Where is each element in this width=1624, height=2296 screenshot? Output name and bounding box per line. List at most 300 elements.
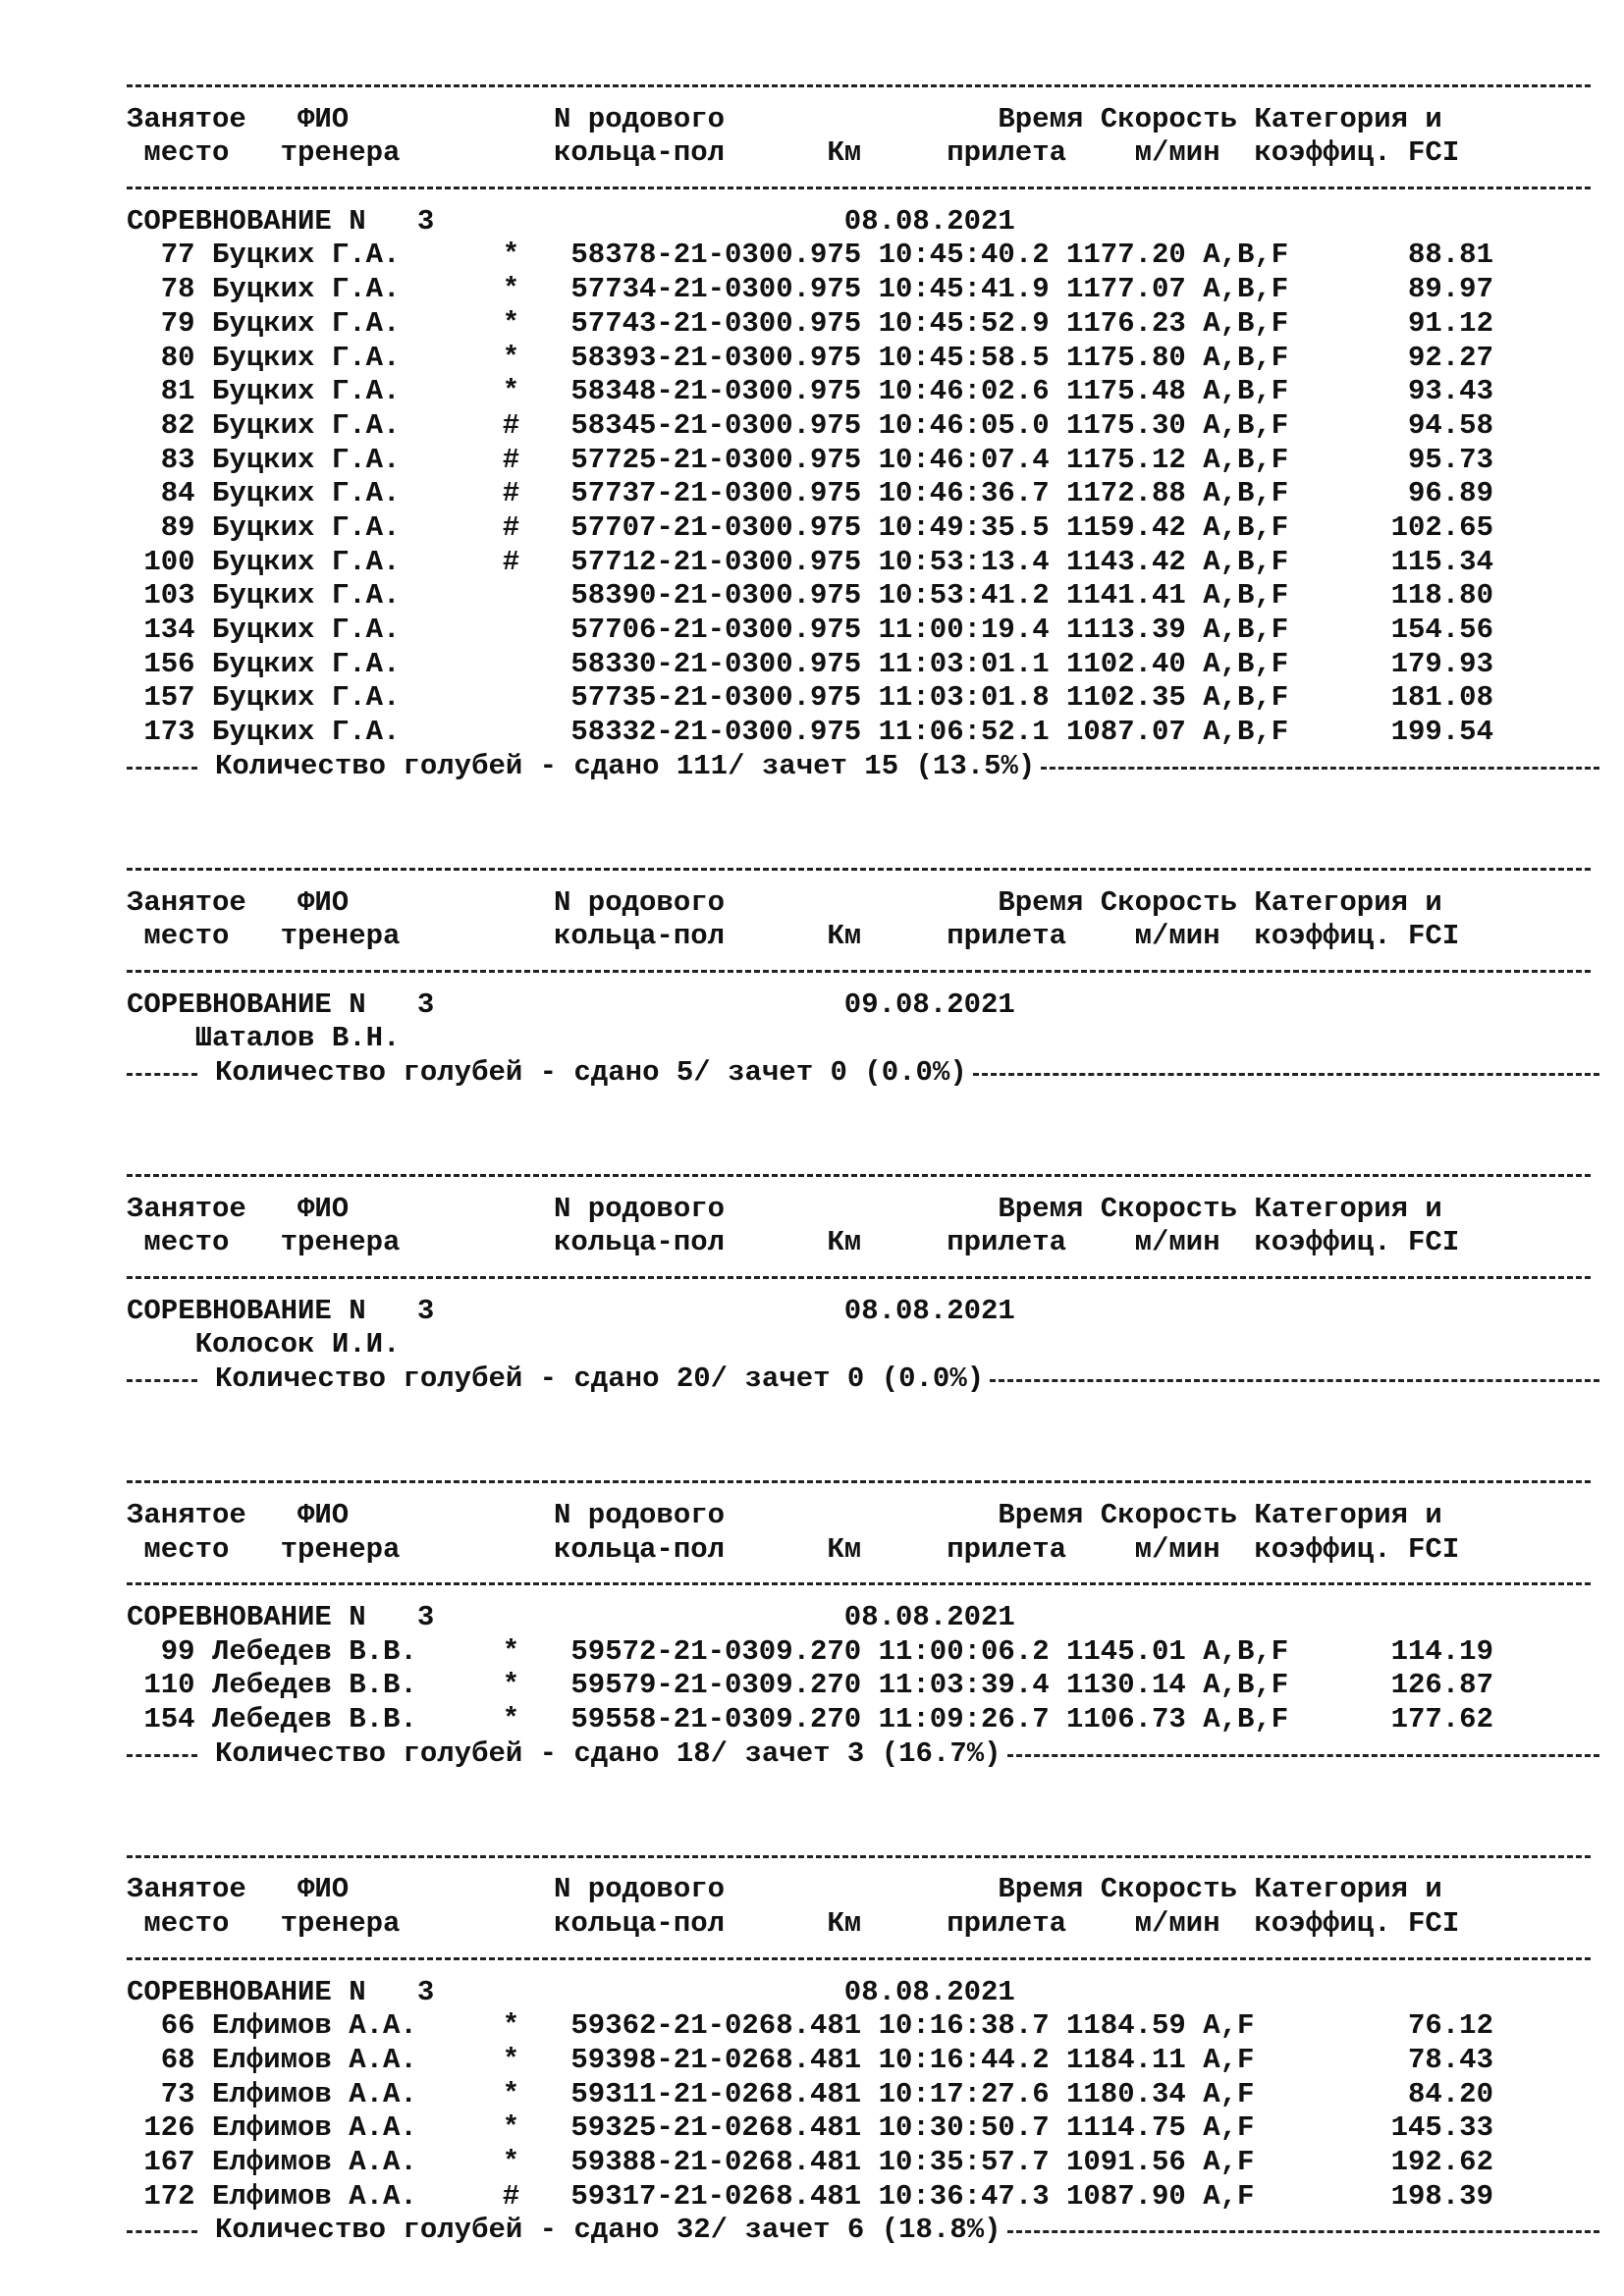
result-time: 10:53:13.4 (878, 545, 1050, 578)
result-category: A,F (1203, 2145, 1255, 2178)
result-speed: 1159.42 (1066, 510, 1186, 544)
result-coefficient: 118.80 (1390, 579, 1493, 613)
result-km: 300.975 (741, 647, 862, 680)
competition-title: СОРЕВНОВАНИЕ N 3 (127, 1294, 435, 1327)
header-place: Занятое (127, 1192, 246, 1225)
result-row (127, 239, 1599, 273)
result-place: 80 (160, 341, 195, 374)
summary-lead-dashes (127, 1754, 197, 1757)
result-coefficient: 145.33 (1390, 2111, 1493, 2145)
result-ring: 58348-21-0 (570, 375, 742, 408)
result-ring: 57734-21-0 (570, 273, 742, 306)
result-mark: # (502, 443, 520, 476)
result-km: 300.975 (741, 341, 862, 374)
result-speed: 1172.88 (1066, 477, 1186, 510)
header-cat: коэффиц. FCI (1254, 1226, 1460, 1259)
header-km: Км (827, 136, 862, 170)
column-header-row-2 (127, 136, 1599, 171)
result-time: 11:00:19.4 (878, 614, 1050, 646)
result-km: 309.270 (741, 1634, 862, 1668)
result-row (127, 648, 1599, 682)
result-row (127, 477, 1599, 511)
result-km: 300.975 (741, 408, 862, 442)
result-km: 309.270 (741, 1669, 862, 1702)
result-mark: # (502, 2179, 520, 2213)
result-speed: 1177.07 (1066, 273, 1186, 306)
result-km: 300.975 (741, 375, 862, 408)
result-ring: 57707-21-0 (570, 510, 742, 544)
header-bottom-rule (127, 1942, 1599, 1976)
result-category: A,F (1203, 2077, 1255, 2110)
dashed-rule (127, 1855, 1591, 1858)
result-speed: 1175.48 (1066, 375, 1186, 408)
summary-trail-dashes (1041, 767, 1599, 770)
result-row (127, 444, 1599, 478)
result-mark: * (502, 306, 520, 340)
result-row (127, 681, 1599, 716)
result-mark: * (502, 2043, 520, 2076)
result-mark: * (502, 2077, 520, 2110)
result-trainer: Буцких Г.А. (212, 341, 401, 374)
result-trainer: Елфимов А.А. (212, 2111, 417, 2145)
header-name: тренера (280, 136, 401, 170)
header-bottom-rule (127, 954, 1599, 988)
result-mark: # (502, 510, 520, 544)
header-km: Км (827, 1226, 862, 1259)
result-category: A,B,F (1203, 647, 1289, 680)
result-mark: * (502, 1669, 520, 1702)
column-header-row-1 (127, 886, 1599, 921)
result-ring: 57706-21-0 (570, 614, 742, 646)
result-coefficient: 115.34 (1390, 545, 1493, 578)
result-km: 268.481 (741, 2111, 862, 2145)
result-category: A,B,F (1203, 239, 1289, 272)
result-mark: # (502, 477, 520, 510)
result-speed: 1087.07 (1066, 716, 1186, 749)
result-time: 10:45:58.5 (878, 341, 1050, 374)
competition-title: СОРЕВНОВАНИЕ N 3 (127, 204, 435, 238)
summary-lead-dashes (127, 2230, 197, 2233)
header-speed: Скорость (1100, 1192, 1238, 1225)
header-name: ФИО (298, 102, 350, 135)
result-trainer: Лебедев В.В. (212, 1669, 417, 1702)
result-row (127, 511, 1599, 546)
result-km: 300.975 (741, 477, 862, 510)
result-ring: 58345-21-0 (570, 408, 742, 442)
result-coefficient: 114.19 (1390, 1634, 1493, 1668)
result-row (127, 1703, 1599, 1737)
dashed-rule (127, 868, 1591, 871)
header-km: Км (827, 920, 862, 953)
result-row (127, 273, 1599, 307)
header-speed: м/мин (1134, 1907, 1220, 1941)
competition-line (127, 1295, 1599, 1329)
blank-line (127, 1397, 1599, 1431)
column-header-row-2 (127, 1226, 1599, 1260)
header-top-rule (127, 852, 1599, 886)
result-category: A,B,F (1203, 579, 1289, 613)
summary-lead-dashes (127, 1379, 197, 1382)
result-category: A,B,F (1203, 510, 1289, 544)
summary-line (127, 2214, 1599, 2248)
result-trainer: Буцких Г.А. (212, 443, 401, 476)
header-time: прилета (947, 1226, 1067, 1259)
summary-trail-dashes (1007, 2230, 1599, 2233)
blank-line (127, 1124, 1599, 1158)
result-ring: 59572-21-0 (570, 1634, 742, 1668)
result-row (127, 546, 1599, 580)
result-category: A,B,F (1203, 375, 1289, 408)
result-trainer: Лебедев В.В. (212, 1703, 417, 1735)
summary-line (127, 1362, 1599, 1397)
result-time: 10:46:36.7 (878, 477, 1050, 510)
result-speed: 1145.01 (1066, 1634, 1186, 1668)
result-km: 300.975 (741, 579, 862, 613)
summary-line (127, 1737, 1599, 1772)
result-place: 82 (160, 408, 195, 442)
result-time: 11:03:01.8 (878, 681, 1050, 715)
header-ring: кольца-пол (554, 1226, 726, 1259)
result-ring: 58393-21-0 (570, 341, 742, 374)
competition-line (127, 1601, 1599, 1635)
column-header-row-1 (127, 1873, 1599, 1907)
result-mark: * (502, 341, 520, 374)
summary-text: Количество голубей - сдано 5/ зачет 0 (0.0%) (215, 1055, 967, 1089)
header-cat: Категория и (1254, 102, 1442, 135)
competition-date: 08.08.2021 (843, 204, 1015, 238)
result-time: 10:35:57.7 (878, 2145, 1050, 2178)
result-category: A,B,F (1203, 614, 1289, 646)
result-speed: 1114.75 (1066, 2111, 1186, 2145)
result-trainer: Буцких Г.А. (212, 408, 401, 442)
result-speed: 1141.41 (1066, 579, 1186, 613)
result-coefficient: 177.62 (1390, 1703, 1493, 1735)
result-mark: * (502, 273, 520, 306)
result-time: 10:45:52.9 (878, 306, 1050, 340)
header-place: Занятое (127, 885, 246, 919)
result-ring: 57737-21-0 (570, 477, 742, 510)
result-place: 167 (143, 2145, 195, 2178)
result-category: A,B,F (1203, 1703, 1289, 1735)
result-ring: 58390-21-0 (570, 579, 742, 613)
blank-line (127, 818, 1599, 852)
result-category: A,F (1203, 2009, 1255, 2043)
header-cat: коэффиц. FCI (1254, 136, 1460, 170)
header-name: ФИО (298, 885, 350, 919)
result-category: A,F (1203, 2111, 1255, 2145)
header-name: ФИО (298, 1498, 350, 1531)
result-place: 110 (143, 1669, 195, 1702)
result-place: 103 (143, 579, 195, 613)
trainer-name: Шаталов В.Н. (194, 1022, 401, 1055)
blank-line (127, 783, 1599, 818)
result-place: 77 (160, 239, 195, 272)
result-speed: 1175.80 (1066, 341, 1186, 374)
competition-date: 08.08.2021 (843, 1600, 1015, 1633)
blank-line (127, 1771, 1599, 1805)
summary-text: Количество голубей - сдано 20/ зачет 0 (0.0%) (215, 1362, 985, 1396)
result-coefficient: 88.81 (1407, 239, 1493, 272)
column-header-row-1 (127, 103, 1599, 137)
result-trainer: Буцких Г.А. (212, 375, 401, 408)
result-time: 10:45:41.9 (878, 273, 1050, 306)
result-trainer: Буцких Г.А. (212, 510, 401, 544)
result-coefficient: 78.43 (1407, 2043, 1493, 2076)
header-time: прилета (947, 1532, 1067, 1566)
result-ring: 57725-21-0 (570, 443, 742, 476)
result-km: 300.975 (741, 614, 862, 646)
header-speed: м/мин (1134, 1226, 1220, 1259)
result-time: 10:46:07.4 (878, 443, 1050, 476)
result-row (127, 2180, 1599, 2215)
result-km: 268.481 (741, 2043, 862, 2076)
result-time: 10:36:47.3 (878, 2179, 1050, 2213)
header-bottom-rule (127, 1260, 1599, 1295)
column-header-row-2 (127, 1907, 1599, 1942)
header-cat: Категория и (1254, 885, 1442, 919)
result-place: 78 (160, 273, 195, 306)
result-speed: 1175.30 (1066, 408, 1186, 442)
result-km: 309.270 (741, 1703, 862, 1735)
competition-line (127, 988, 1599, 1023)
result-time: 10:49:35.5 (878, 510, 1050, 544)
result-time: 10:46:05.0 (878, 408, 1050, 442)
result-time: 10:45:40.2 (878, 239, 1050, 272)
header-place: Занятое (127, 102, 246, 135)
result-time: 10:16:44.2 (878, 2043, 1050, 2076)
header-name: ФИО (298, 1873, 350, 1906)
result-time: 11:03:39.4 (878, 1669, 1050, 1702)
blank-line (127, 1091, 1599, 1125)
header-bottom-rule (127, 171, 1599, 205)
result-row (127, 1635, 1599, 1670)
result-category: A,F (1203, 2043, 1255, 2076)
column-header-row-1 (127, 1499, 1599, 1533)
result-speed: 1091.56 (1066, 2145, 1186, 2178)
result-place: 126 (143, 2111, 195, 2145)
header-time: прилета (947, 1907, 1067, 1941)
result-ring: 59311-21-0 (570, 2077, 742, 2110)
result-place: 172 (143, 2179, 195, 2213)
result-ring: 58378-21-0 (570, 239, 742, 272)
column-header-row-2 (127, 1533, 1599, 1568)
result-category: A,B,F (1203, 443, 1289, 476)
result-speed: 1113.39 (1066, 614, 1186, 646)
result-km: 300.975 (741, 545, 862, 578)
result-km: 268.481 (741, 2077, 862, 2110)
result-row (127, 1669, 1599, 1703)
result-trainer: Елфимов А.А. (212, 2179, 417, 2213)
result-coefficient: 91.12 (1407, 306, 1493, 340)
header-cat: коэффиц. FCI (1254, 1907, 1460, 1941)
header-top-rule (127, 1465, 1599, 1499)
dashed-rule (127, 84, 1591, 87)
result-category: A,B,F (1203, 716, 1289, 749)
result-place: 79 (160, 306, 195, 340)
trainer-name: Колосок И.И. (194, 1328, 401, 1362)
result-ring: 59388-21-0 (570, 2145, 742, 2178)
result-coefficient: 192.62 (1390, 2145, 1493, 2178)
result-trainer: Елфимов А.А. (212, 2043, 417, 2076)
result-ring: 59362-21-0 (570, 2009, 742, 2043)
header-time: Время (998, 1498, 1084, 1531)
header-speed: м/мин (1134, 920, 1220, 953)
blank-line (127, 1805, 1599, 1840)
header-name: тренера (280, 1226, 401, 1259)
result-mark: * (502, 375, 520, 408)
result-trainer: Буцких Г.А. (212, 716, 401, 749)
header-name: тренера (280, 1907, 401, 1941)
result-coefficient: 181.08 (1390, 681, 1493, 715)
result-speed: 1143.42 (1066, 545, 1186, 578)
header-ring: N родового (554, 1192, 726, 1225)
result-place: 99 (160, 1634, 195, 1668)
result-coefficient: 126.87 (1390, 1669, 1493, 1702)
summary-line (127, 750, 1599, 784)
header-speed: Скорость (1100, 885, 1238, 919)
result-km: 300.975 (741, 681, 862, 715)
competition-date: 08.08.2021 (843, 1975, 1015, 2008)
header-cat: коэффиц. FCI (1254, 920, 1460, 953)
result-mark: * (502, 2145, 520, 2178)
header-cat: Категория и (1254, 1498, 1442, 1531)
result-coefficient: 92.27 (1407, 341, 1493, 374)
result-place: 83 (160, 443, 195, 476)
dashed-rule (127, 1957, 1591, 1960)
trainer-line (127, 1328, 1599, 1362)
result-category: A,B,F (1203, 1634, 1289, 1668)
result-ring: 59317-21-0 (570, 2179, 742, 2213)
result-mark: * (502, 239, 520, 272)
result-speed: 1102.35 (1066, 681, 1186, 715)
summary-text: Количество голубей - сдано 18/ зачет 3 (16.7%) (215, 1736, 1001, 1770)
header-ring: кольца-пол (554, 1907, 726, 1941)
result-km: 300.975 (741, 306, 862, 340)
trainer-line (127, 1022, 1599, 1056)
result-time: 11:09:26.7 (878, 1703, 1050, 1735)
result-km: 268.481 (741, 2179, 862, 2213)
result-trainer: Буцких Г.А. (212, 239, 401, 272)
result-place: 84 (160, 477, 195, 510)
header-time: Время (998, 1192, 1084, 1225)
result-place: 157 (143, 681, 195, 715)
column-header-row-2 (127, 920, 1599, 954)
result-category: A,B,F (1203, 1669, 1289, 1702)
result-category: A,B,F (1203, 341, 1289, 374)
result-trainer: Буцких Г.А. (212, 477, 401, 510)
result-ring: 58332-21-0 (570, 716, 742, 749)
result-ring: 57712-21-0 (570, 545, 742, 578)
header-time: Время (998, 1873, 1084, 1906)
header-time: Время (998, 102, 1084, 135)
header-top-rule (127, 1158, 1599, 1193)
result-place: 89 (160, 510, 195, 544)
result-row (127, 307, 1599, 342)
result-km: 300.975 (741, 443, 862, 476)
result-row (127, 2111, 1599, 2146)
result-km: 300.975 (741, 239, 862, 272)
result-row (127, 2044, 1599, 2078)
header-speed: м/мин (1134, 1532, 1220, 1566)
result-km: 300.975 (741, 273, 862, 306)
result-km: 268.481 (741, 2009, 862, 2043)
result-place: 73 (160, 2077, 195, 2110)
result-ring: 58330-21-0 (570, 647, 742, 680)
header-place: место (143, 1532, 230, 1566)
blank-line (127, 2248, 1599, 2282)
result-coefficient: 89.97 (1407, 273, 1493, 306)
result-mark: * (502, 1634, 520, 1668)
result-km: 300.975 (741, 716, 862, 749)
result-coefficient: 95.73 (1407, 443, 1493, 476)
result-category: A,B,F (1203, 273, 1289, 306)
result-place: 134 (143, 614, 195, 646)
result-trainer: Лебедев В.В. (212, 1634, 417, 1668)
result-speed: 1106.73 (1066, 1703, 1186, 1735)
result-coefficient: 102.65 (1390, 510, 1493, 544)
result-trainer: Буцких Г.А. (212, 273, 401, 306)
summary-trail-dashes (1007, 1754, 1599, 1757)
result-coefficient: 76.12 (1407, 2009, 1493, 2043)
header-speed: Скорость (1100, 102, 1238, 135)
result-place: 100 (143, 545, 195, 578)
result-speed: 1087.90 (1066, 2179, 1186, 2213)
header-ring: N родового (554, 102, 726, 135)
result-trainer: Буцких Г.А. (212, 579, 401, 613)
dashed-rule (127, 970, 1591, 973)
result-trainer: Буцких Г.А. (212, 681, 401, 715)
header-speed: Скорость (1100, 1498, 1238, 1531)
result-row (127, 716, 1599, 750)
header-place: место (143, 920, 230, 953)
result-time: 10:53:41.2 (878, 579, 1050, 613)
blank-line (127, 1431, 1599, 1466)
dashed-rule (127, 1276, 1591, 1279)
result-km: 300.975 (741, 510, 862, 544)
competition-date: 09.08.2021 (843, 988, 1015, 1021)
result-place: 156 (143, 647, 195, 680)
result-time: 10:30:50.7 (878, 2111, 1050, 2145)
result-speed: 1130.14 (1066, 1669, 1186, 1702)
result-speed: 1102.40 (1066, 647, 1186, 680)
header-top-rule (127, 1840, 1599, 1874)
header-ring: N родового (554, 1873, 726, 1906)
header-time: прилета (947, 920, 1067, 953)
result-mark: # (502, 408, 520, 442)
result-row (127, 2146, 1599, 2180)
header-place: место (143, 136, 230, 170)
result-place: 154 (143, 1703, 195, 1735)
header-km: Км (827, 1532, 862, 1566)
result-coefficient: 94.58 (1407, 408, 1493, 442)
dashed-rule (127, 1480, 1591, 1483)
result-place: 81 (160, 375, 195, 408)
result-speed: 1176.23 (1066, 306, 1186, 340)
result-row (127, 409, 1599, 444)
result-ring: 59398-21-0 (570, 2043, 742, 2076)
summary-trail-dashes (973, 1073, 1599, 1076)
result-ring: 59325-21-0 (570, 2111, 742, 2145)
header-ring: N родового (554, 1498, 726, 1531)
competition-date: 08.08.2021 (843, 1294, 1015, 1327)
header-name: тренера (280, 1532, 401, 1566)
result-place: 68 (160, 2043, 195, 2076)
result-trainer: Елфимов А.А. (212, 2077, 417, 2110)
result-ring: 59579-21-0 (570, 1669, 742, 1702)
result-time: 10:17:27.6 (878, 2077, 1050, 2110)
result-trainer: Елфимов А.А. (212, 2009, 417, 2043)
header-ring: N родового (554, 885, 726, 919)
